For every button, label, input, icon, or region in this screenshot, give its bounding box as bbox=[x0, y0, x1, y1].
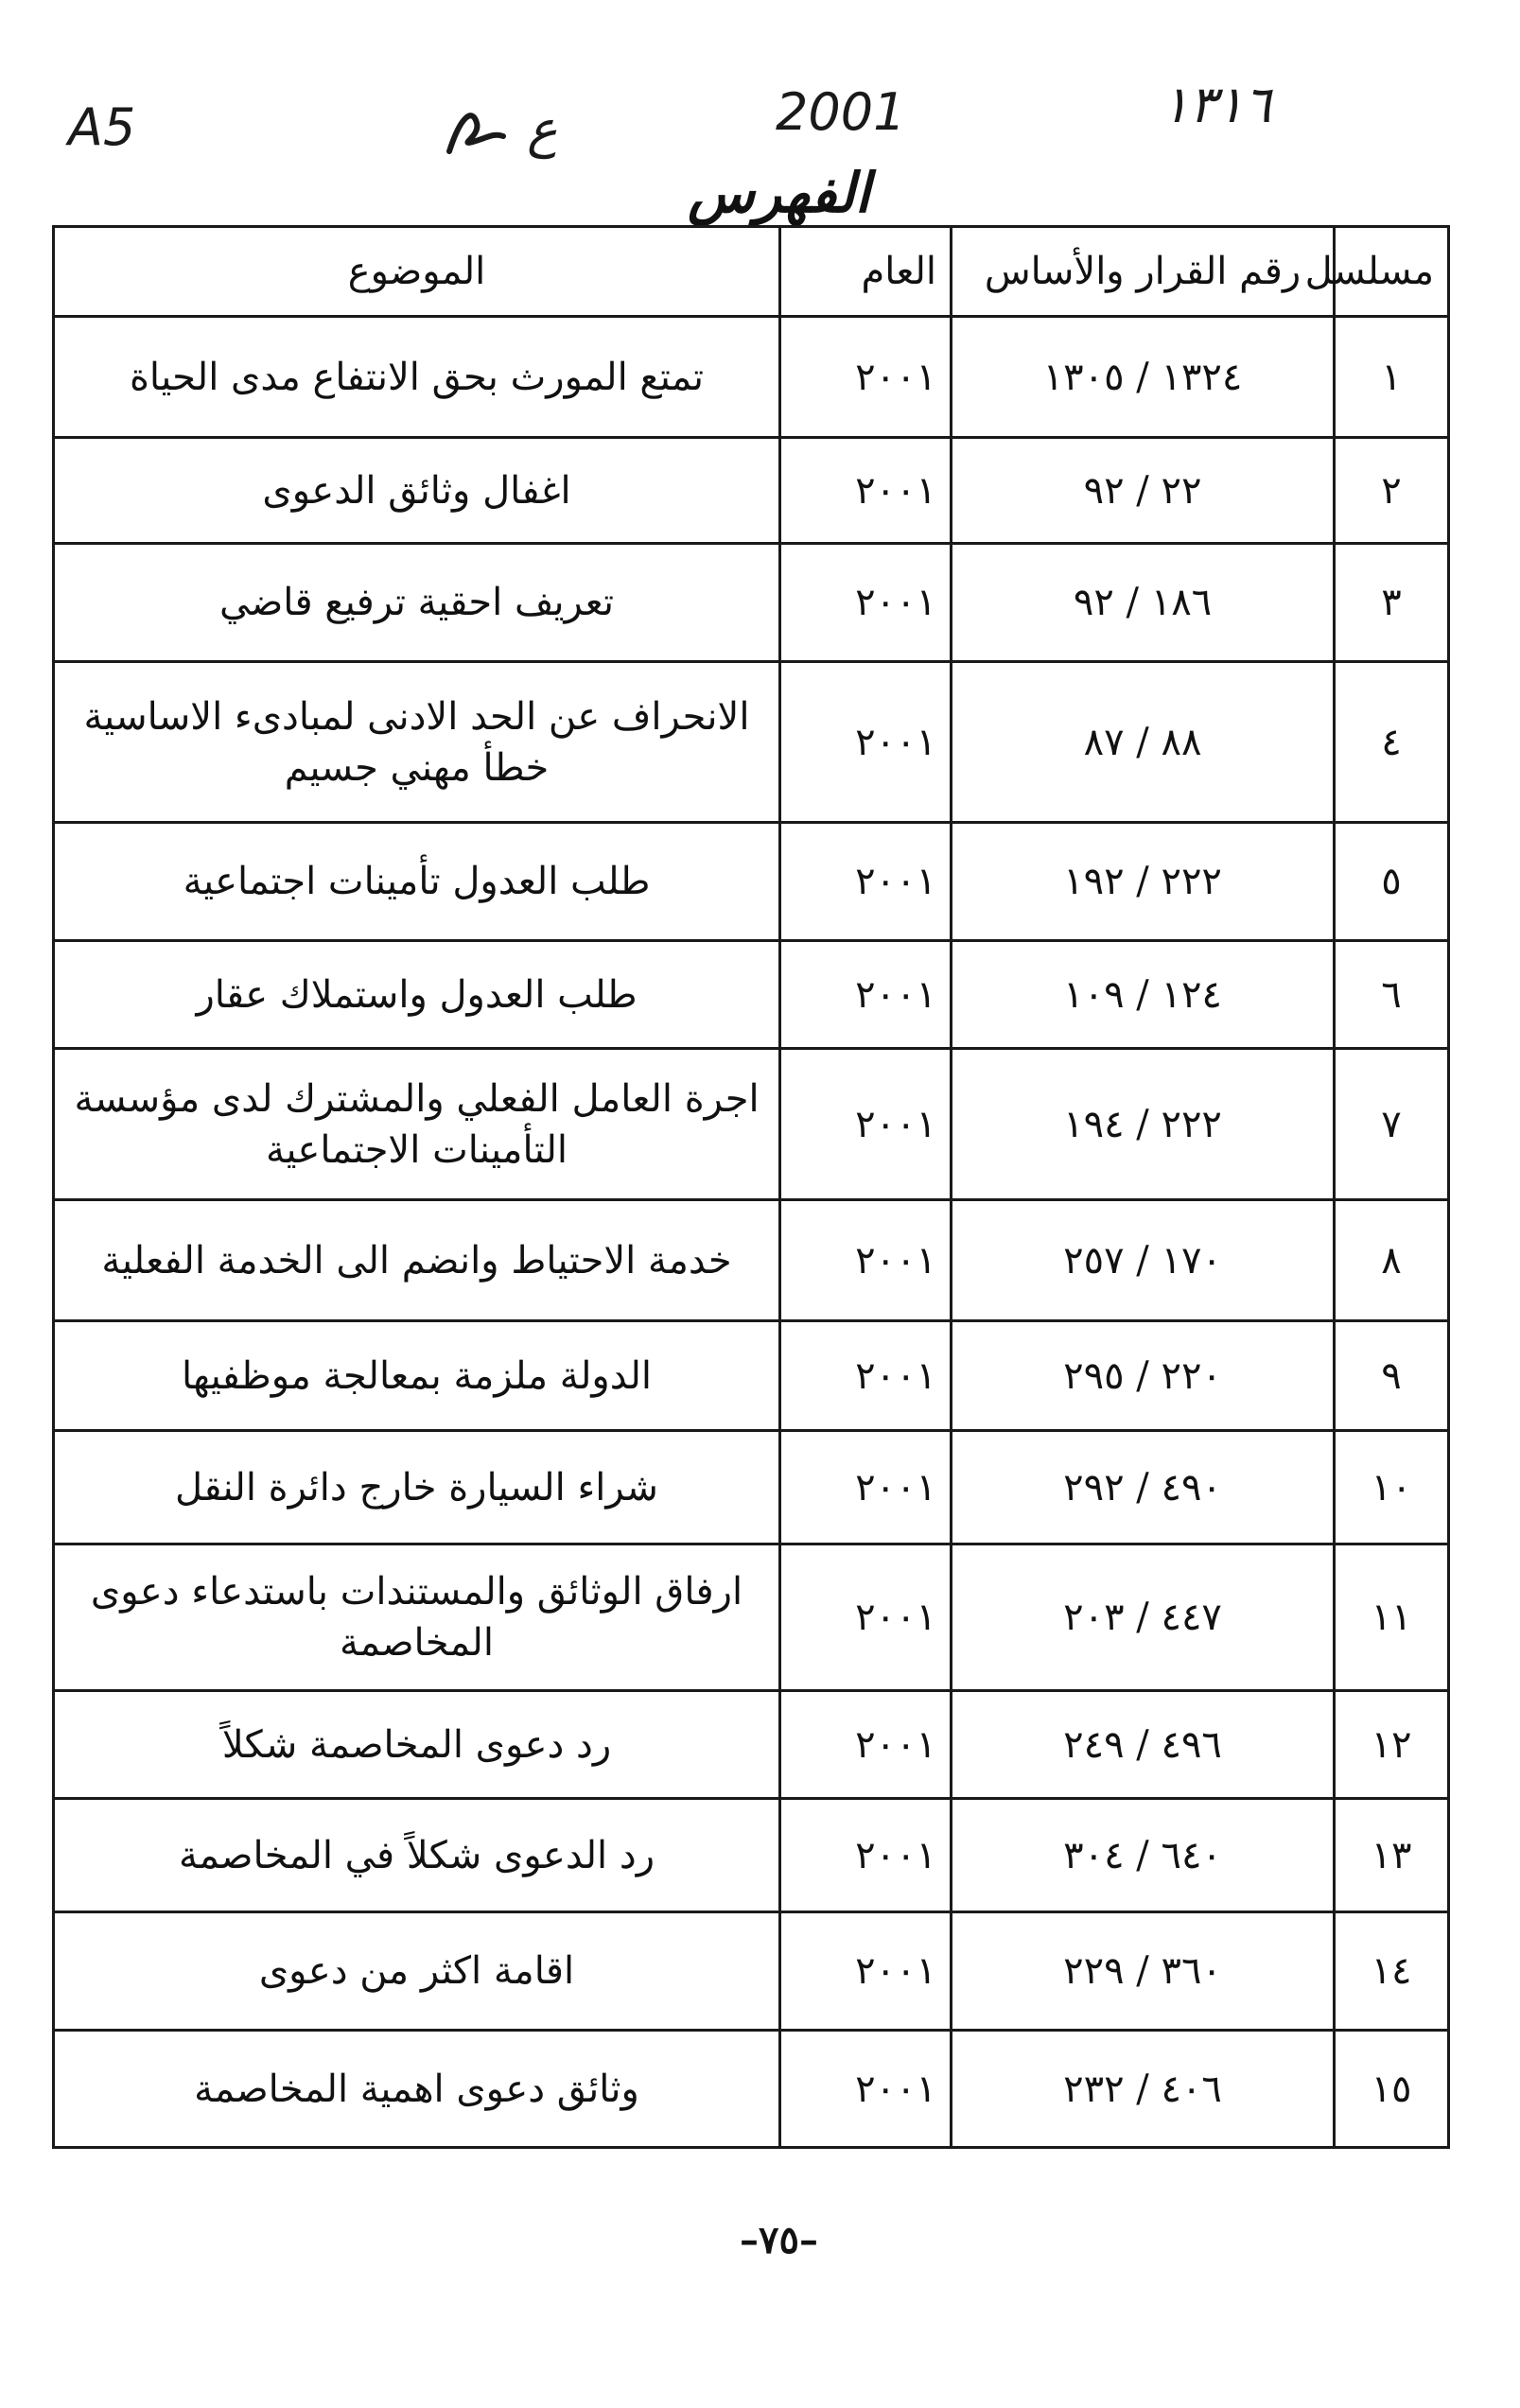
decision-cell: ٦٤٠ / ٣٠٤ bbox=[952, 1799, 1335, 1912]
year-cell: ٢٠٠١ bbox=[780, 438, 952, 544]
table-row bbox=[54, 1912, 1449, 2031]
header-decision: رقم القرار والأساس bbox=[952, 227, 1335, 317]
header-topic: الموضوع bbox=[54, 227, 780, 317]
year-cell: ٢٠٠١ bbox=[780, 1691, 952, 1799]
topic-cell: طلب العدول تأمينات اجتماعية bbox=[54, 823, 780, 941]
topic-cell: رد دعوى المخاصمة شكلاً bbox=[54, 1691, 780, 1799]
serial-cell: ٦ bbox=[1335, 941, 1449, 1049]
handwritten-note-right: ١٣١٦ bbox=[1162, 75, 1272, 134]
serial-cell: ٥ bbox=[1335, 823, 1449, 941]
year-cell: ٢٠٠١ bbox=[780, 1799, 952, 1912]
decision-cell: ٤٠٦ / ٢٣٢ bbox=[952, 2031, 1335, 2148]
index-table bbox=[52, 225, 1450, 2149]
table-row bbox=[54, 2031, 1449, 2148]
year-cell: ٢٠٠١ bbox=[780, 941, 952, 1049]
table-row bbox=[54, 1200, 1449, 1321]
handwritten-note-center-left bbox=[445, 99, 558, 161]
decision-cell: ١٣٢٤ / ١٣٠٥ bbox=[952, 317, 1335, 438]
year-cell: ٢٠٠١ bbox=[780, 1049, 952, 1200]
decision-cell: ٨٨ / ٨٧ bbox=[952, 662, 1335, 823]
year-cell: ٢٠٠١ bbox=[780, 317, 952, 438]
serial-cell: ٩ bbox=[1335, 1321, 1449, 1431]
table-row bbox=[54, 1544, 1449, 1691]
table-row bbox=[54, 1691, 1449, 1799]
year-cell: ٢٠٠١ bbox=[780, 1431, 952, 1544]
decision-cell: ١٨٦ / ٩٢ bbox=[952, 544, 1335, 662]
handwritten-note-left: A5 bbox=[68, 97, 136, 157]
year-cell: ٢٠٠١ bbox=[780, 823, 952, 941]
year-cell: ٢٠٠١ bbox=[780, 1912, 952, 2031]
year-cell: ٢٠٠١ bbox=[780, 662, 952, 823]
table-row bbox=[54, 823, 1449, 941]
serial-cell: ١٣ bbox=[1335, 1799, 1449, 1912]
serial-cell: ١٥ bbox=[1335, 2031, 1449, 2148]
decision-cell: ٢٢ / ٩٢ bbox=[952, 438, 1335, 544]
table-row bbox=[54, 1321, 1449, 1431]
serial-cell: ١٢ bbox=[1335, 1691, 1449, 1799]
serial-cell: ١٤ bbox=[1335, 1912, 1449, 2031]
topic-cell: رد الدعوى شكلاً في المخاصمة bbox=[54, 1799, 780, 1912]
topic-cell: طلب العدول واستملاك عقار bbox=[54, 941, 780, 1049]
topic-cell: اغفال وثائق الدعوى bbox=[54, 438, 780, 544]
topic-cell: تمتع المورث بحق الانتفاع مدى الحياة bbox=[54, 317, 780, 438]
serial-cell: ٤ bbox=[1335, 662, 1449, 823]
handwritten-note-center: 2001 bbox=[776, 82, 906, 142]
serial-cell: ١١ bbox=[1335, 1544, 1449, 1691]
decision-cell: ١٧٠ / ٢٥٧ bbox=[952, 1200, 1335, 1321]
table-row bbox=[54, 544, 1449, 662]
topic-cell: شراء السيارة خارج دائرة النقل bbox=[54, 1431, 780, 1544]
decision-cell: ٤٩٦ / ٢٤٩ bbox=[952, 1691, 1335, 1799]
table-row bbox=[54, 317, 1449, 438]
page-number: –٧٥– bbox=[740, 2218, 818, 2262]
page-title: الفهرس bbox=[688, 161, 870, 225]
decision-cell: ٣٦٠ / ٢٢٩ bbox=[952, 1912, 1335, 2031]
decision-cell: ١٢٤ / ١٠٩ bbox=[952, 941, 1335, 1049]
topic-cell: الدولة ملزمة بمعالجة موظفيها bbox=[54, 1321, 780, 1431]
signature-scribble-icon bbox=[445, 104, 511, 161]
topic-cell: اقامة اكثر من دعوى bbox=[54, 1912, 780, 2031]
serial-cell: ١ bbox=[1335, 317, 1449, 438]
handwritten-mark: ع bbox=[527, 99, 558, 159]
table-row bbox=[54, 438, 1449, 544]
serial-cell: ١٠ bbox=[1335, 1431, 1449, 1544]
topic-cell: تعريف احقية ترفيع قاضي bbox=[54, 544, 780, 662]
serial-cell: ٣ bbox=[1335, 544, 1449, 662]
table-row bbox=[54, 1799, 1449, 1912]
serial-cell: ٨ bbox=[1335, 1200, 1449, 1321]
decision-cell: ٤٩٠ / ٢٩٢ bbox=[952, 1431, 1335, 1544]
topic-cell: وثائق دعوى اهمية المخاصمة bbox=[54, 2031, 780, 2148]
serial-cell: ٧ bbox=[1335, 1049, 1449, 1200]
year-cell: ٢٠٠١ bbox=[780, 1544, 952, 1691]
table-header-row bbox=[54, 227, 1449, 317]
table-row bbox=[54, 1049, 1449, 1200]
decision-cell: ٢٢٠ / ٢٩٥ bbox=[952, 1321, 1335, 1431]
table-body bbox=[54, 317, 1449, 2148]
table-row bbox=[54, 941, 1449, 1049]
year-cell: ٢٠٠١ bbox=[780, 544, 952, 662]
serial-cell: ٢ bbox=[1335, 438, 1449, 544]
topic-cell: خدمة الاحتياط وانضم الى الخدمة الفعلية bbox=[54, 1200, 780, 1321]
table-row bbox=[54, 662, 1449, 823]
header-serial: مسلسل bbox=[1335, 227, 1449, 317]
decision-cell: ٢٢٢ / ١٩٢ bbox=[952, 823, 1335, 941]
year-cell: ٢٠٠١ bbox=[780, 1200, 952, 1321]
year-cell: ٢٠٠١ bbox=[780, 2031, 952, 2148]
topic-cell: الانحراف عن الحد الادنى لمبادىء الاساسية خطأ مهني جسيم bbox=[54, 662, 780, 823]
topic-cell: اجرة العامل الفعلي والمشترك لدى مؤسسة التأمينات الاجتماعية bbox=[54, 1049, 780, 1200]
header-year: العام bbox=[780, 227, 952, 317]
year-cell: ٢٠٠١ bbox=[780, 1321, 952, 1431]
topic-cell: ارفاق الوثائق والمستندات باستدعاء دعوى المخاصمة bbox=[54, 1544, 780, 1691]
decision-cell: ٢٢٢ / ١٩٤ bbox=[952, 1049, 1335, 1200]
table-row bbox=[54, 1431, 1449, 1544]
decision-cell: ٤٤٧ / ٢٠٣ bbox=[952, 1544, 1335, 1691]
